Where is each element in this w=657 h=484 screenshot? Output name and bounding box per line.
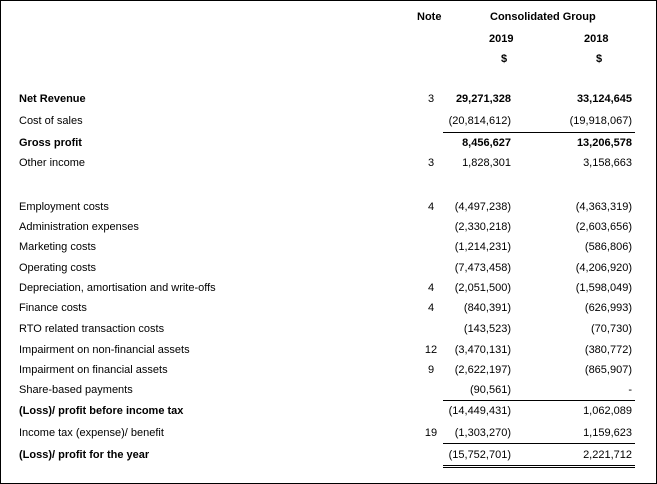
row-value-2019: (90,561) bbox=[470, 384, 511, 396]
consolidated-group-header: Consolidated Group bbox=[490, 11, 596, 23]
row-note: 3 bbox=[427, 157, 435, 169]
row-value-2019: 1,828,301 bbox=[462, 157, 511, 169]
row-label: Income tax (expense)/ benefit bbox=[19, 427, 164, 439]
subtotal-rule bbox=[443, 400, 635, 401]
table-row bbox=[1, 239, 656, 255]
row-label: Share-based payments bbox=[19, 384, 133, 396]
row-value-2019: (14,449,431) bbox=[448, 405, 511, 417]
row-value-2019: (15,752,701) bbox=[448, 449, 511, 461]
row-note: 4 bbox=[427, 302, 435, 314]
row-value-2019: (2,622,197) bbox=[454, 364, 511, 376]
row-note: 3 bbox=[427, 93, 435, 105]
currency-2018-header: $ bbox=[596, 53, 603, 65]
row-note: 4 bbox=[427, 282, 435, 294]
row-value-2018: 3,158,663 bbox=[583, 157, 632, 169]
row-value-2019: (1,214,231) bbox=[454, 241, 511, 253]
row-label: (Loss)/ profit before income tax bbox=[19, 405, 184, 417]
row-value-2018: (4,206,920) bbox=[575, 262, 632, 274]
row-label: Employment costs bbox=[19, 201, 109, 213]
row-value-2018: (19,918,067) bbox=[569, 115, 632, 127]
table-row bbox=[1, 447, 656, 463]
row-value-2019: (143,523) bbox=[463, 323, 511, 335]
row-label: Other income bbox=[19, 157, 86, 169]
table-row bbox=[1, 135, 656, 151]
year-2018-header: 2018 bbox=[584, 33, 609, 45]
row-value-2018: (865,907) bbox=[584, 364, 632, 376]
row-value-2018: (4,363,319) bbox=[575, 201, 632, 213]
row-value-2019: (2,051,500) bbox=[454, 282, 511, 294]
row-value-2019: (2,330,218) bbox=[454, 221, 511, 233]
total-double-rule bbox=[443, 465, 635, 468]
row-value-2018: 2,221,712 bbox=[583, 449, 632, 461]
row-value-2019: 8,456,627 bbox=[462, 137, 511, 149]
table-row bbox=[1, 280, 656, 296]
row-value-2018: (70,730) bbox=[591, 323, 632, 335]
table-row bbox=[1, 300, 656, 316]
row-value-2019: (4,497,238) bbox=[454, 201, 511, 213]
table-row bbox=[1, 425, 656, 441]
row-value-2018: (626,993) bbox=[584, 302, 632, 314]
row-value-2019: (7,473,458) bbox=[454, 262, 511, 274]
table-row bbox=[1, 403, 656, 419]
table-row bbox=[1, 321, 656, 337]
table-row bbox=[1, 91, 656, 107]
row-label: Gross profit bbox=[19, 137, 82, 149]
table-row bbox=[1, 382, 656, 398]
subtotal-rule bbox=[443, 132, 635, 133]
row-value-2018: 33,124,645 bbox=[576, 93, 632, 105]
table-row bbox=[1, 155, 656, 171]
row-note: 19 bbox=[424, 427, 438, 439]
table-row bbox=[1, 260, 656, 276]
row-note: 4 bbox=[427, 201, 435, 213]
row-value-2018: (2,603,656) bbox=[575, 221, 632, 233]
row-value-2018: (1,598,049) bbox=[575, 282, 632, 294]
row-value-2018: 1,062,089 bbox=[583, 405, 632, 417]
row-label: (Loss)/ profit for the year bbox=[19, 449, 150, 461]
currency-2019-header: $ bbox=[501, 53, 508, 65]
row-label: Impairment on non-financial assets bbox=[19, 344, 190, 356]
table-row bbox=[1, 362, 656, 378]
table-row bbox=[1, 113, 656, 129]
row-label: Finance costs bbox=[19, 302, 87, 314]
row-value-2019: (20,814,612) bbox=[448, 115, 511, 127]
row-value-2018: (380,772) bbox=[584, 344, 632, 356]
table-row bbox=[1, 219, 656, 235]
row-label: Administration expenses bbox=[19, 221, 139, 233]
row-value-2019: 29,271,328 bbox=[455, 93, 511, 105]
row-note: 12 bbox=[424, 344, 438, 356]
row-value-2019: (3,470,131) bbox=[454, 344, 511, 356]
row-value-2018: - bbox=[628, 384, 632, 396]
row-value-2019: (840,391) bbox=[463, 302, 511, 314]
row-label: Marketing costs bbox=[19, 241, 97, 253]
row-value-2018: (586,806) bbox=[584, 241, 632, 253]
subtotal-rule bbox=[443, 443, 635, 444]
row-value-2018: 1,159,623 bbox=[583, 427, 632, 439]
table-row bbox=[1, 342, 656, 358]
row-label: RTO related transaction costs bbox=[19, 323, 165, 335]
row-label: Depreciation, amortisation and write-offs bbox=[19, 282, 216, 294]
row-note: 9 bbox=[427, 364, 435, 376]
row-label: Operating costs bbox=[19, 262, 97, 274]
row-value-2019: (1,303,270) bbox=[454, 427, 511, 439]
note-column-header: Note bbox=[417, 11, 442, 23]
year-2019-header: 2019 bbox=[489, 33, 514, 45]
row-label: Net Revenue bbox=[19, 93, 86, 105]
table-row bbox=[1, 199, 656, 215]
row-label: Impairment on financial assets bbox=[19, 364, 168, 376]
row-label: Cost of sales bbox=[19, 115, 83, 127]
row-value-2018: 13,206,578 bbox=[576, 137, 632, 149]
